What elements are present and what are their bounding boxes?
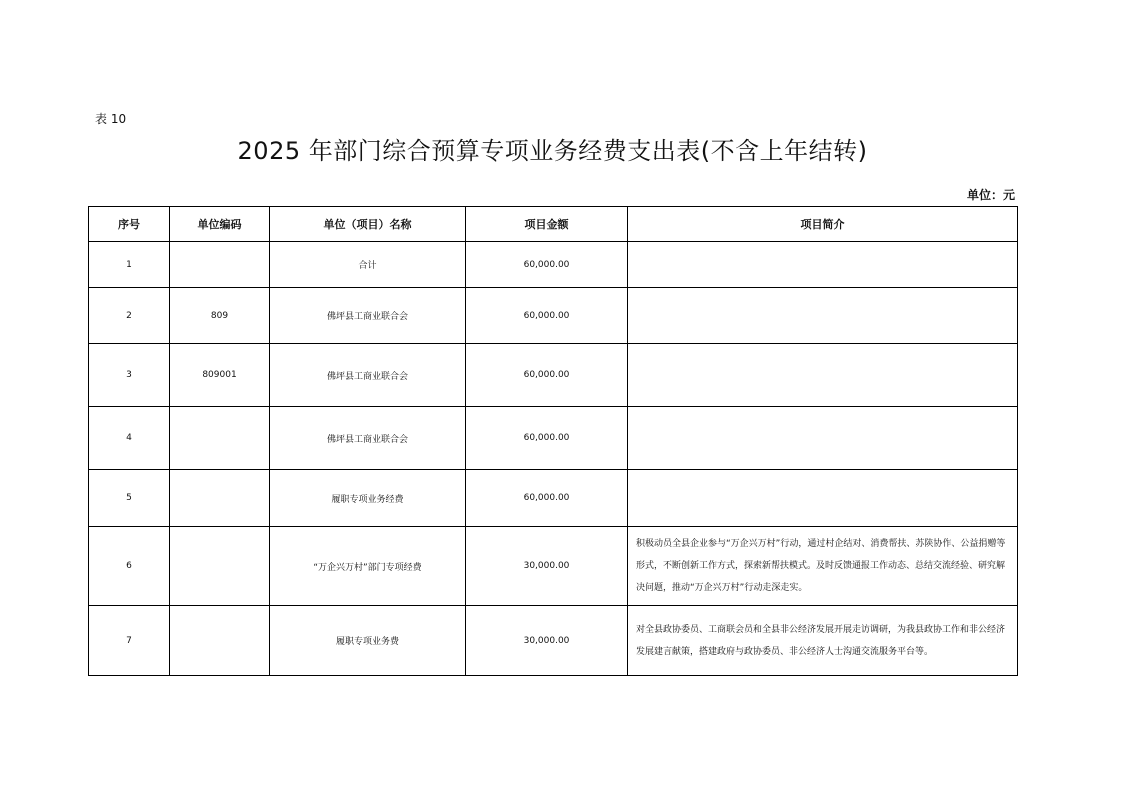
- cell-description: 对全县政协委员、工商联会员和全县非公经济发展开展走访调研，为我县政协工作和非公经济发展建言献策，搭建政府与政协委员、非公经济人士沟通交流服务平台等。: [628, 606, 1018, 676]
- cell-code: [170, 527, 270, 606]
- cell-code: 809: [170, 288, 270, 344]
- table-row: [89, 288, 1018, 344]
- cell-amount: 30,000.00: [466, 527, 628, 606]
- cell-code: 809001: [170, 344, 270, 407]
- cell-code: [170, 407, 270, 470]
- cell-description: [628, 242, 1018, 288]
- cell-code: [170, 242, 270, 288]
- table-number: 表 10: [95, 112, 127, 126]
- table-row: [89, 470, 1018, 527]
- cell-description: [628, 407, 1018, 470]
- cell-seq: 6: [89, 527, 170, 606]
- cell-seq: 3: [89, 344, 170, 407]
- table-row: [89, 242, 1018, 288]
- header-seq: 序号: [89, 207, 170, 242]
- cell-name: 佛坪县工商业联合会: [270, 288, 466, 344]
- cell-amount: 30,000.00: [466, 606, 628, 676]
- budget-table: [88, 206, 1018, 676]
- cell-seq: 1: [89, 242, 170, 288]
- header-code: 单位编码: [170, 207, 270, 242]
- header-amount: 项目金额: [466, 207, 628, 242]
- cell-name: 合计: [270, 242, 466, 288]
- table-row: [89, 527, 1018, 606]
- cell-amount: 60,000.00: [466, 288, 628, 344]
- unit-label: 单位：元: [966, 188, 1015, 202]
- cell-name: 履职专项业务经费: [270, 470, 466, 527]
- cell-description: [628, 344, 1018, 407]
- cell-seq: 4: [89, 407, 170, 470]
- cell-name: 佛坪县工商业联合会: [270, 407, 466, 470]
- cell-seq: 5: [89, 470, 170, 527]
- cell-seq: 7: [89, 606, 170, 676]
- cell-description: [628, 288, 1018, 344]
- cell-amount: 60,000.00: [466, 344, 628, 407]
- page-title: 2025 年部门综合预算专项业务经费支出表(不含上年结转): [237, 137, 868, 165]
- cell-code: [170, 470, 270, 527]
- table-header-row: [89, 207, 1018, 242]
- table-row: [89, 407, 1018, 470]
- cell-description: [628, 470, 1018, 527]
- table-row: [89, 606, 1018, 676]
- cell-name: 履职专项业务费: [270, 606, 466, 676]
- cell-amount: 60,000.00: [466, 470, 628, 527]
- cell-amount: 60,000.00: [466, 242, 628, 288]
- cell-name: 佛坪县工商业联合会: [270, 344, 466, 407]
- cell-amount: 60,000.00: [466, 407, 628, 470]
- cell-seq: 2: [89, 288, 170, 344]
- cell-description: 积极动员全县企业参与“万企兴万村”行动，通过村企结对、消费帮扶、苏陕协作、公益捐赠等形式，不断创新工作方式，探索新帮扶模式。及时反馈通报工作动态、总结交流经验、研究解决问题，推动“万企兴万村”行动走深走实。: [628, 527, 1018, 606]
- table-row: [89, 344, 1018, 407]
- cell-name: “万企兴万村”部门专项经费: [270, 527, 466, 606]
- header-name: 单位（项目）名称: [270, 207, 466, 242]
- header-description: 项目简介: [628, 207, 1018, 242]
- cell-code: [170, 606, 270, 676]
